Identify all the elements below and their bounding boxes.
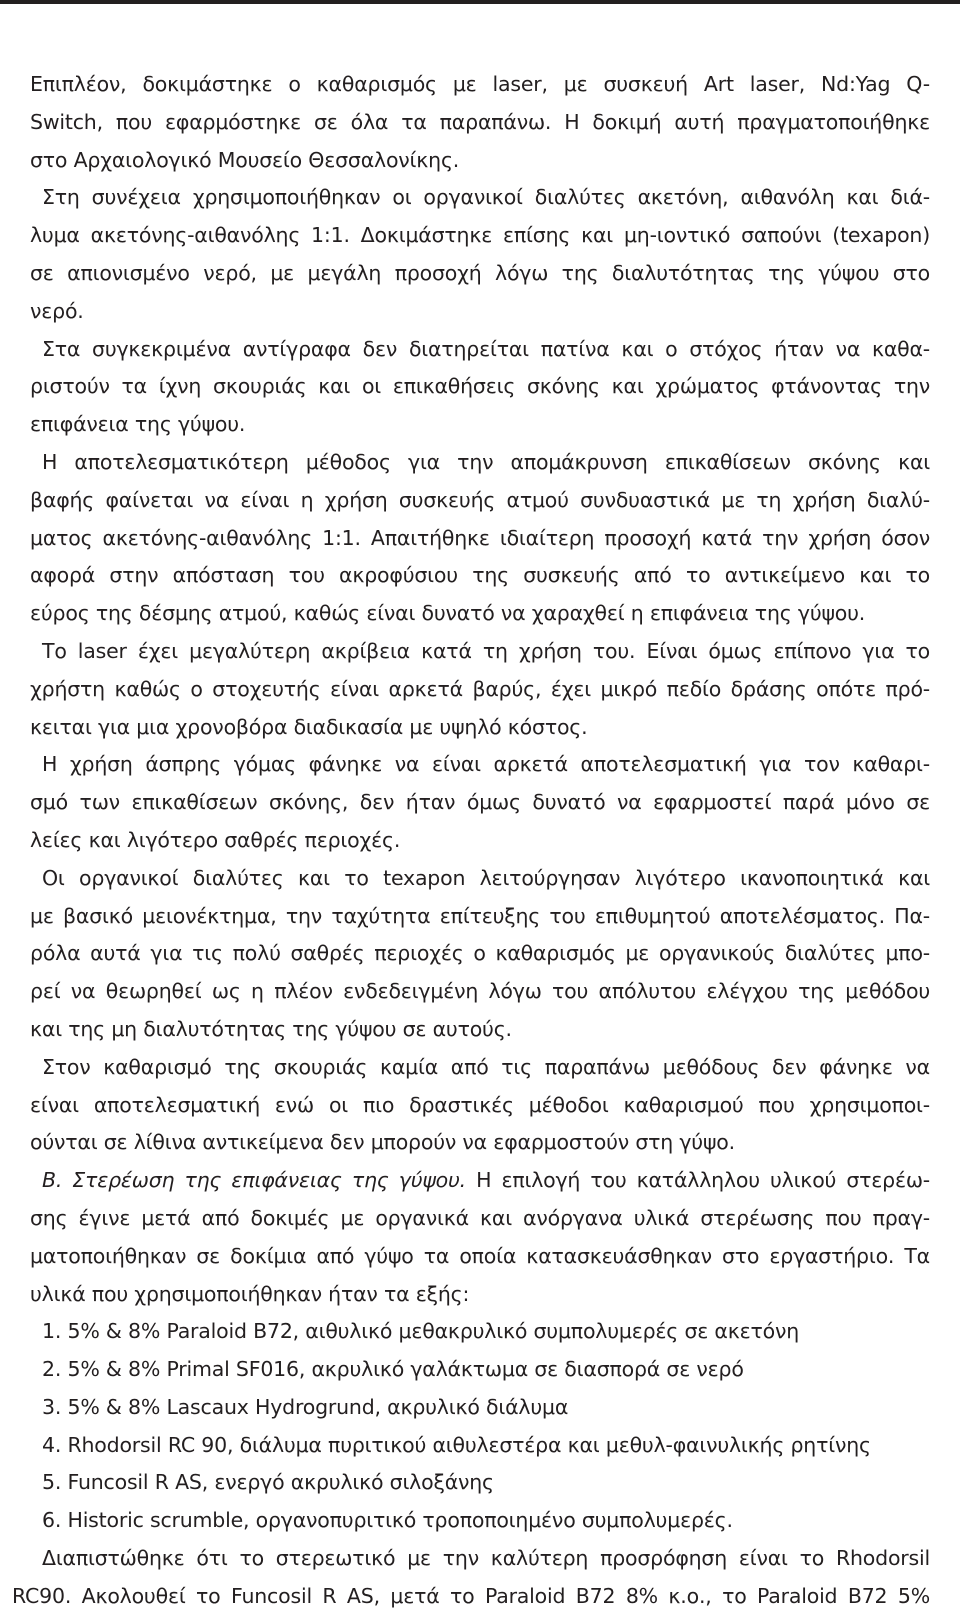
list-item: 2. 5% & 8% Primal SF016, ακρυλικό γαλάκτωμα σε διασπορά σε νερό [42, 1357, 744, 1382]
list-item: 1. 5% & 8% Paraloid B72, αιθυλικό μεθακρυλικό συμπολυμερές σε ακετόνη [42, 1319, 800, 1344]
section-heading: Β. Στερέωση της επιφάνειας της γύψου. [42, 1168, 466, 1193]
text-line: RC90. Ακολουθεί το Funcosil R AS, μετά το Paraloid B72 8% κ.ο., το Paraloid B72 5% [12, 1583, 930, 1608]
text-line: Switch, που εφαρμόστηκε σε όλα τα παραπάνω. Η δοκιμή αυτή πραγματοποιήθηκε [30, 109, 930, 134]
top-rule [0, 0, 960, 4]
text-line: Η χρήση άσπρης γόμας φάνηκε να είναι αρκετά αποτελεσματική για τον καθαρι- [42, 752, 930, 777]
text-line: λείες και λιγότερο σαθρές περιοχές. [30, 827, 401, 852]
section-text: Η επιλογή του κατάλληλου υλικού στερέω- [466, 1168, 930, 1193]
text-line: κειται για μια χρονοβόρα διαδικασία με υψηλό κόστος. [30, 714, 588, 739]
text-line: σε απιονισμένο νερό, με μεγάλη προσοχή λόγω της διαλυτότητας της γύψου στο [30, 260, 930, 285]
list-item: 4. Rhodorsil RC 90, διάλυμα πυριτικού αιθυλεστέρα και μεθυλ-φαινυλικής ρητίνης [42, 1432, 871, 1457]
text-line: Επιπλέον, δοκιμάστηκε ο καθαρισμός με laser, με συσκευή Art laser, Nd:Yag Q- [30, 72, 930, 96]
text-line: χρήστη καθώς ο στοχευτής είναι αρκετά βαρύς, έχει μικρό πεδίο δράσης οπότε πρό- [30, 676, 930, 701]
text-line: Οι οργανικοί διαλύτες και το texapon λειτούργησαν λιγότερο ικανοποιητικά και [42, 865, 930, 890]
text-line: Στον καθαρισμό της σκουριάς καμία από τις παραπάνω μεθόδους δεν φάνηκε να [42, 1054, 930, 1079]
text-line: με βασικό μειονέκτημα, την ταχύτητα επίτευξης του επιθυμητού αποτελέσματος. Πα- [30, 903, 930, 928]
list-item: 6. Historic scrumble, οργανοπυριτικό τροποποιημένο συμπολυμερές. [42, 1508, 733, 1533]
text-line: σης έγινε μετά από δοκιμές με οργανικά και ανόργανα υλικά στερέωσης που πραγ- [30, 1205, 930, 1230]
text-line: λυμα ακετόνης-αιθανόλης 1:1. Δοκιμάστηκε επίσης και μη-ιοντικό σαπούνι (texapon) [30, 223, 930, 248]
text-line: Στα συγκεκριμένα αντίγραφα δεν διατηρείται πατίνα και ο στόχος ήταν να καθα- [42, 336, 930, 361]
text-line: νερό. [30, 298, 84, 323]
document-page [12, 66, 930, 1616]
text-line: Στη συνέχεια χρησιμοποιήθηκαν οι οργανικοί διαλύτες ακετόνη, αιθανόλη και διά- [42, 185, 930, 210]
text-line: Διαπιστώθηκε ότι το στερεωτικό με την καλύτερη προσρόφηση είναι το Rhodorsil [42, 1546, 930, 1571]
text-line: αφορά στην απόσταση του ακροφύσιου της συσκευής από το αντικείμενο και το [30, 563, 930, 588]
text-line: υλικά που χρησιμοποιήθηκαν ήταν τα εξής: [30, 1281, 470, 1306]
text-line: επιφάνεια της γύψου. [30, 412, 246, 437]
text-line: ριστούν τα ίχνη σκουριάς και οι επικαθήσεις σκόνης και χρώματος φτάνοντας την [30, 374, 930, 399]
text-line: ρεί να θεωρηθεί ως η πλέον ενδεδειγμένη λόγω του απόλυτου ελέγχου της μεθόδου [30, 979, 930, 1004]
text-line: ματοποιήθηκαν σε δοκίμια από γύψο τα οποία κατασκευάσθηκαν στο εργαστήριο. Τα [30, 1243, 930, 1268]
text-line: Η αποτελεσματικότερη μέθοδος για την απομάκρυνση επικαθίσεων σκόνης και [42, 449, 930, 474]
text-line: εύρος της δέσμης ατμού, καθώς είναι δυνατό να χαραχθεί η επιφάνεια της γύψου. [30, 601, 866, 626]
text-line: είναι αποτελεσματική ενώ οι πιο δραστικές μέθοδοι καθαρισμού που χρησιμοποι- [30, 1092, 930, 1117]
text-line: στο Αρχαιολογικό Μουσείο Θεσσαλονίκης. [30, 147, 460, 172]
text-line: και της μη διαλυτότητας της γύψου σε αυτούς. [30, 1016, 512, 1041]
list-item: 5. Funcosil R AS, ενεργό ακρυλικό σιλοξάνης [42, 1470, 494, 1495]
text-line: Το laser έχει μεγαλύτερη ακρίβεια κατά τη χρήση του. Είναι όμως επίπονο για το [42, 638, 930, 663]
list-item: 3. 5% & 8% Lascaux Hydrogrund, ακρυλικό διάλυμα [42, 1394, 569, 1419]
text-line: ούνται σε λίθινα αντικείμενα δεν μπορούν να εφαρμοστούν στη γύψο. [30, 1130, 735, 1155]
text-line: βαφής φαίνεται να είναι η χρήση συσκευής ατμού συνδυαστικά με τη χρήση διαλύ- [30, 487, 930, 512]
materials-list [30, 1313, 930, 1540]
text-line [30, 1162, 930, 1200]
text-line: ματος ακετόνης-αιθανόλης 1:1. Απαιτήθηκε ιδιαίτερη προσοχή κατά την χρήση όσον [30, 525, 930, 550]
text-line: ρόλα αυτά για τις πολύ σαθρές περιοχές ο καθαρισμός με οργανικούς διαλύτες μπο- [30, 941, 930, 966]
text-line: σμό των επικαθίσεων σκόνης, δεν ήταν όμως δυνατό να εφαρμοστεί παρά μόνο σε [30, 790, 930, 815]
